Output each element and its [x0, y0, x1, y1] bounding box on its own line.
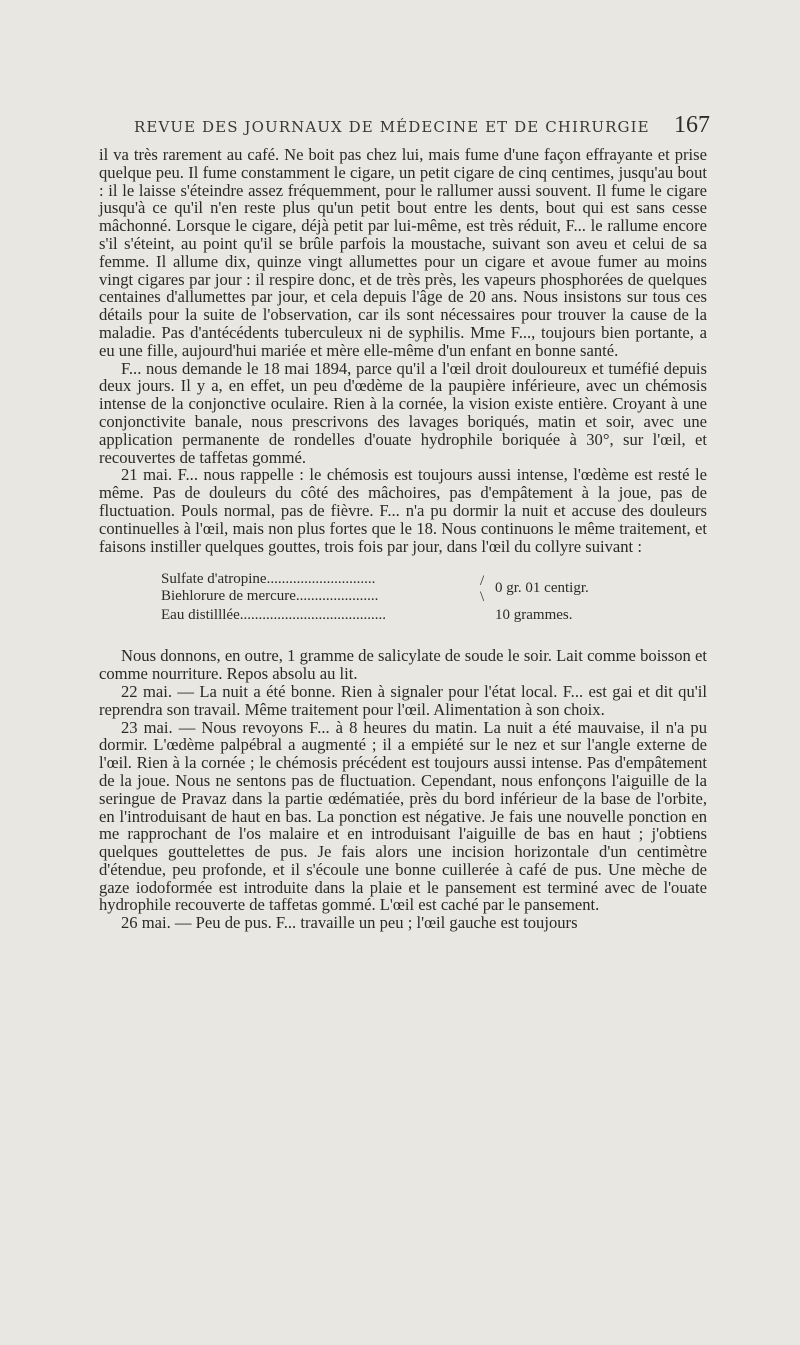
- brace-glyph: / \: [480, 573, 485, 606]
- formula-row: Biehlorure de mercure......................: [161, 588, 379, 605]
- paragraph: 26 mai. — Peu de pus. F... travaille un peu ; l'œil gauche est toujours: [121, 913, 578, 933]
- page-number: 167: [674, 112, 710, 138]
- formula-row: Sulfate d'atropine.............................: [161, 571, 376, 588]
- running-title: REVUE DES JOURNAUX DE MÉDECINE ET DE CHIRURGIE: [134, 118, 650, 136]
- paragraph: F... nous demande le 18 mai 1894, parce qu'il a l'œil droit douloureux et tuméfié depuis deux jours. Il y a, en effet, un peu d'œdème de la paupière inférieure, avec un chémosis intense de la conjonctive oculaire. Rien à la cornée, la vision existe entière. Croyant à une conjonctivite banale, nous prescrivons des lavages boriqués, matin et soir, avec une application permanente de rondelles d'ouate hydrophile boriquée à 30°, sur l'œil, et recouvertes de taffetas gommé.: [99, 358, 707, 467]
- paragraph: 21 mai. F... nous rappelle : le chémosis est toujours aussi intense, l'œdème est resté le même. Pas de douleurs du côté des mâchoires, pas d'empâtement à la joue, pas de fluctuation. Pouls normal, pas de fièvre. F... n'a pu dormir la nuit et accuse des douleurs continuelles à l'œil, mais non plus fortes que le 18. Nous continuons le même traitement, et faisons instiller quelques gouttes, trois fois par jour, dans l'œil du collyre suivant :: [99, 465, 707, 556]
- dose-water: 10 grammes.: [495, 607, 573, 624]
- paragraph: 22 mai. — La nuit a été bonne. Rien à signaler pour l'état local. F... est gai et dit qu'il reprendra son travail. Même traitement pour l'œil. Alimentation à son choix.: [99, 681, 707, 719]
- prescription-formula: [99, 571, 707, 629]
- paragraph: il va très rarement au café. Ne boit pas chez lui, mais fume d'une façon effrayante et prise quelque peu. Il fume constamment le cigare, un petit cigare de cinq centimes, jusqu'au bout : il le laisse s'éteindre assez fréquemment, pour le rallumer aussi souvent. Il fume le cigare jusqu'à ce qu'il n'en reste plus qu'un petit bout entre les dents, bout qui est sans cesse mâchonné. Lorsque le cigare, déjà petit par lui-même, est très réduit, F... le rallume encore s'il s'éteint, au point qu'il se brûle parfois la moustache, suivant son aveu et celui de sa femme. Il allume dix, quinze vingt allumettes pour un cigare et avoue fumer au moins vingt cigares par jour : il respire donc, et de très près, les vapeurs phosphorées de quelques centaines d'allumettes par jour, et cela depuis l'âge de 20 ans. Nous insistons sur tous ces détails pour la suite de l'observation, car ils sont nécessaires pour trouver la cause de la maladie. Pas d'antécédents tuberculeux ni de syphilis. Mme F..., toujours bien portante, a eu une fille, aujourd'hui mariée et mère elle-même d'un enfant en bonne santé.: [99, 145, 707, 360]
- article-body: [99, 146, 707, 932]
- paragraph: Nous donnons, en outre, 1 gramme de salicylate de soude le soir. Lait comme boisson et comme nourriture. Repos absolu au lit.: [99, 646, 707, 684]
- dose-group: 0 gr. 01 centigr.: [495, 580, 589, 597]
- paragraph: 23 mai. — Nous revoyons F... à 8 heures du matin. La nuit a été mauvaise, il n'a pu dormir. L'œdème palpébral a augmenté ; il a empiété sur le nez et sur l'angle externe de l'œil. Rien à la cornée ; le chémosis précédent est toujours aussi intense. Pas d'empâtement de la joue. Nous ne sentons pas de fluctuation. Cependant, nous enfonçons l'aiguille de la seringue de Pravaz dans la partie œdématiée, près du bord inférieur de la base de l'orbite, en l'introduisant de haut en bas. La ponction est négative. Je fais une nouvelle ponction en me rapprochant de l'os malaire et en introduisant l'aiguille de bas en haut ; j'obtiens quelques gouttelettes de pus. Je fais alors une incision horizontale d'un centimètre d'étendue, peu profonde, et il s'écoule une bonne cuillerée à café de pus. Une mèche de gaze iodoformée est introduite dans la plaie et le pansement est terminé avec de l'ouate hydrophile recouverte de taffetas gommé. L'œil est caché par le pansement.: [99, 717, 707, 915]
- running-header: [96, 112, 712, 142]
- formula-row: Eau distilllée.......................................: [161, 607, 386, 624]
